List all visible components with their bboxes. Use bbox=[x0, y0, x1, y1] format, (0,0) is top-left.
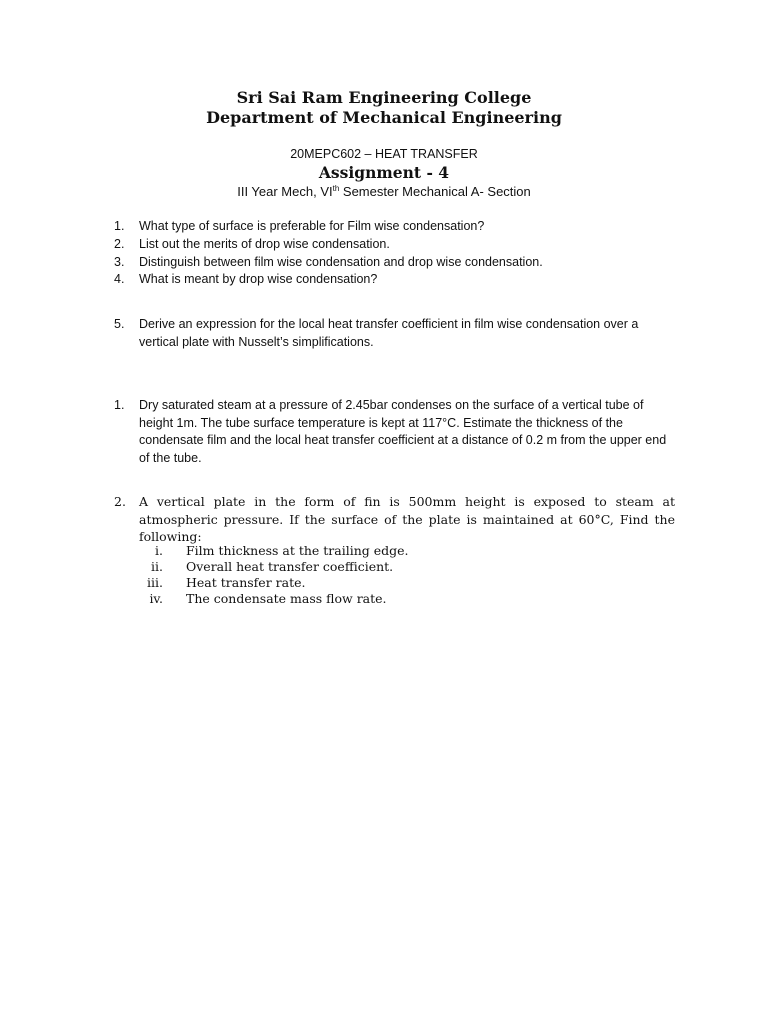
sub-item-text: The condensate mass flow rate. bbox=[186, 591, 387, 606]
sub-item-number: iii. bbox=[147, 575, 163, 590]
question-number: 3. bbox=[114, 255, 125, 269]
sub-item-number: i. bbox=[155, 543, 163, 558]
question-text: What is meant by drop wise condensation? bbox=[139, 272, 378, 286]
sub-item-text: Film thickness at the trailing edge. bbox=[186, 543, 409, 558]
question-number: 2. bbox=[114, 237, 125, 251]
college-name: Sri Sai Ram Engineering College bbox=[236, 88, 532, 107]
sub-item-text: Heat transfer rate. bbox=[186, 575, 306, 590]
question-text: A vertical plate in the form of fin is 500mm height is exposed to steam at atmospheric pressure. If the surface of the plate is maintained at 60°C, Find the following: bbox=[139, 494, 675, 544]
semester-line bbox=[0, 183, 768, 201]
question-text: Distinguish between film wise condensation and drop wise condensation. bbox=[139, 255, 543, 269]
course-title: 20MEPC602 – HEAT TRANSFER bbox=[290, 147, 478, 161]
semester-prefix: III Year Mech, VI bbox=[237, 184, 333, 199]
sub-item-number: ii. bbox=[151, 559, 163, 574]
question-number: 2. bbox=[114, 494, 126, 509]
question-text: Dry saturated steam at a pressure of 2.45bar condenses on the surface of a vertical tube of height 1m. The tube surface temperature is kept at 117°C. Estimate the thickness of the condensate film and the local heat transfer coefficient at a distance of 0.2 m from the upper end of the tube. bbox=[139, 398, 667, 465]
question-number: 4. bbox=[114, 272, 125, 286]
sub-item-text: Overall heat transfer coefficient. bbox=[186, 559, 394, 574]
question-text: Derive an expression for the local heat transfer coefficient in film wise condensation over a vertical plate with Nusselt’s simplifications. bbox=[139, 317, 639, 349]
question-number: 5. bbox=[114, 317, 125, 331]
department-name: Department of Mechanical Engineering bbox=[206, 108, 562, 127]
semester-superscript: th bbox=[332, 184, 340, 193]
semester-suffix: Semester Mechanical A- Section bbox=[339, 184, 531, 199]
assignment-title: Assignment - 4 bbox=[318, 163, 450, 182]
question-text: List out the merits of drop wise condensation. bbox=[139, 237, 390, 251]
sub-item-number: iv. bbox=[149, 591, 163, 606]
question-number: 1. bbox=[114, 398, 125, 412]
question-text: What type of surface is preferable for Film wise condensation? bbox=[139, 219, 485, 233]
question-number: 1. bbox=[114, 219, 125, 233]
